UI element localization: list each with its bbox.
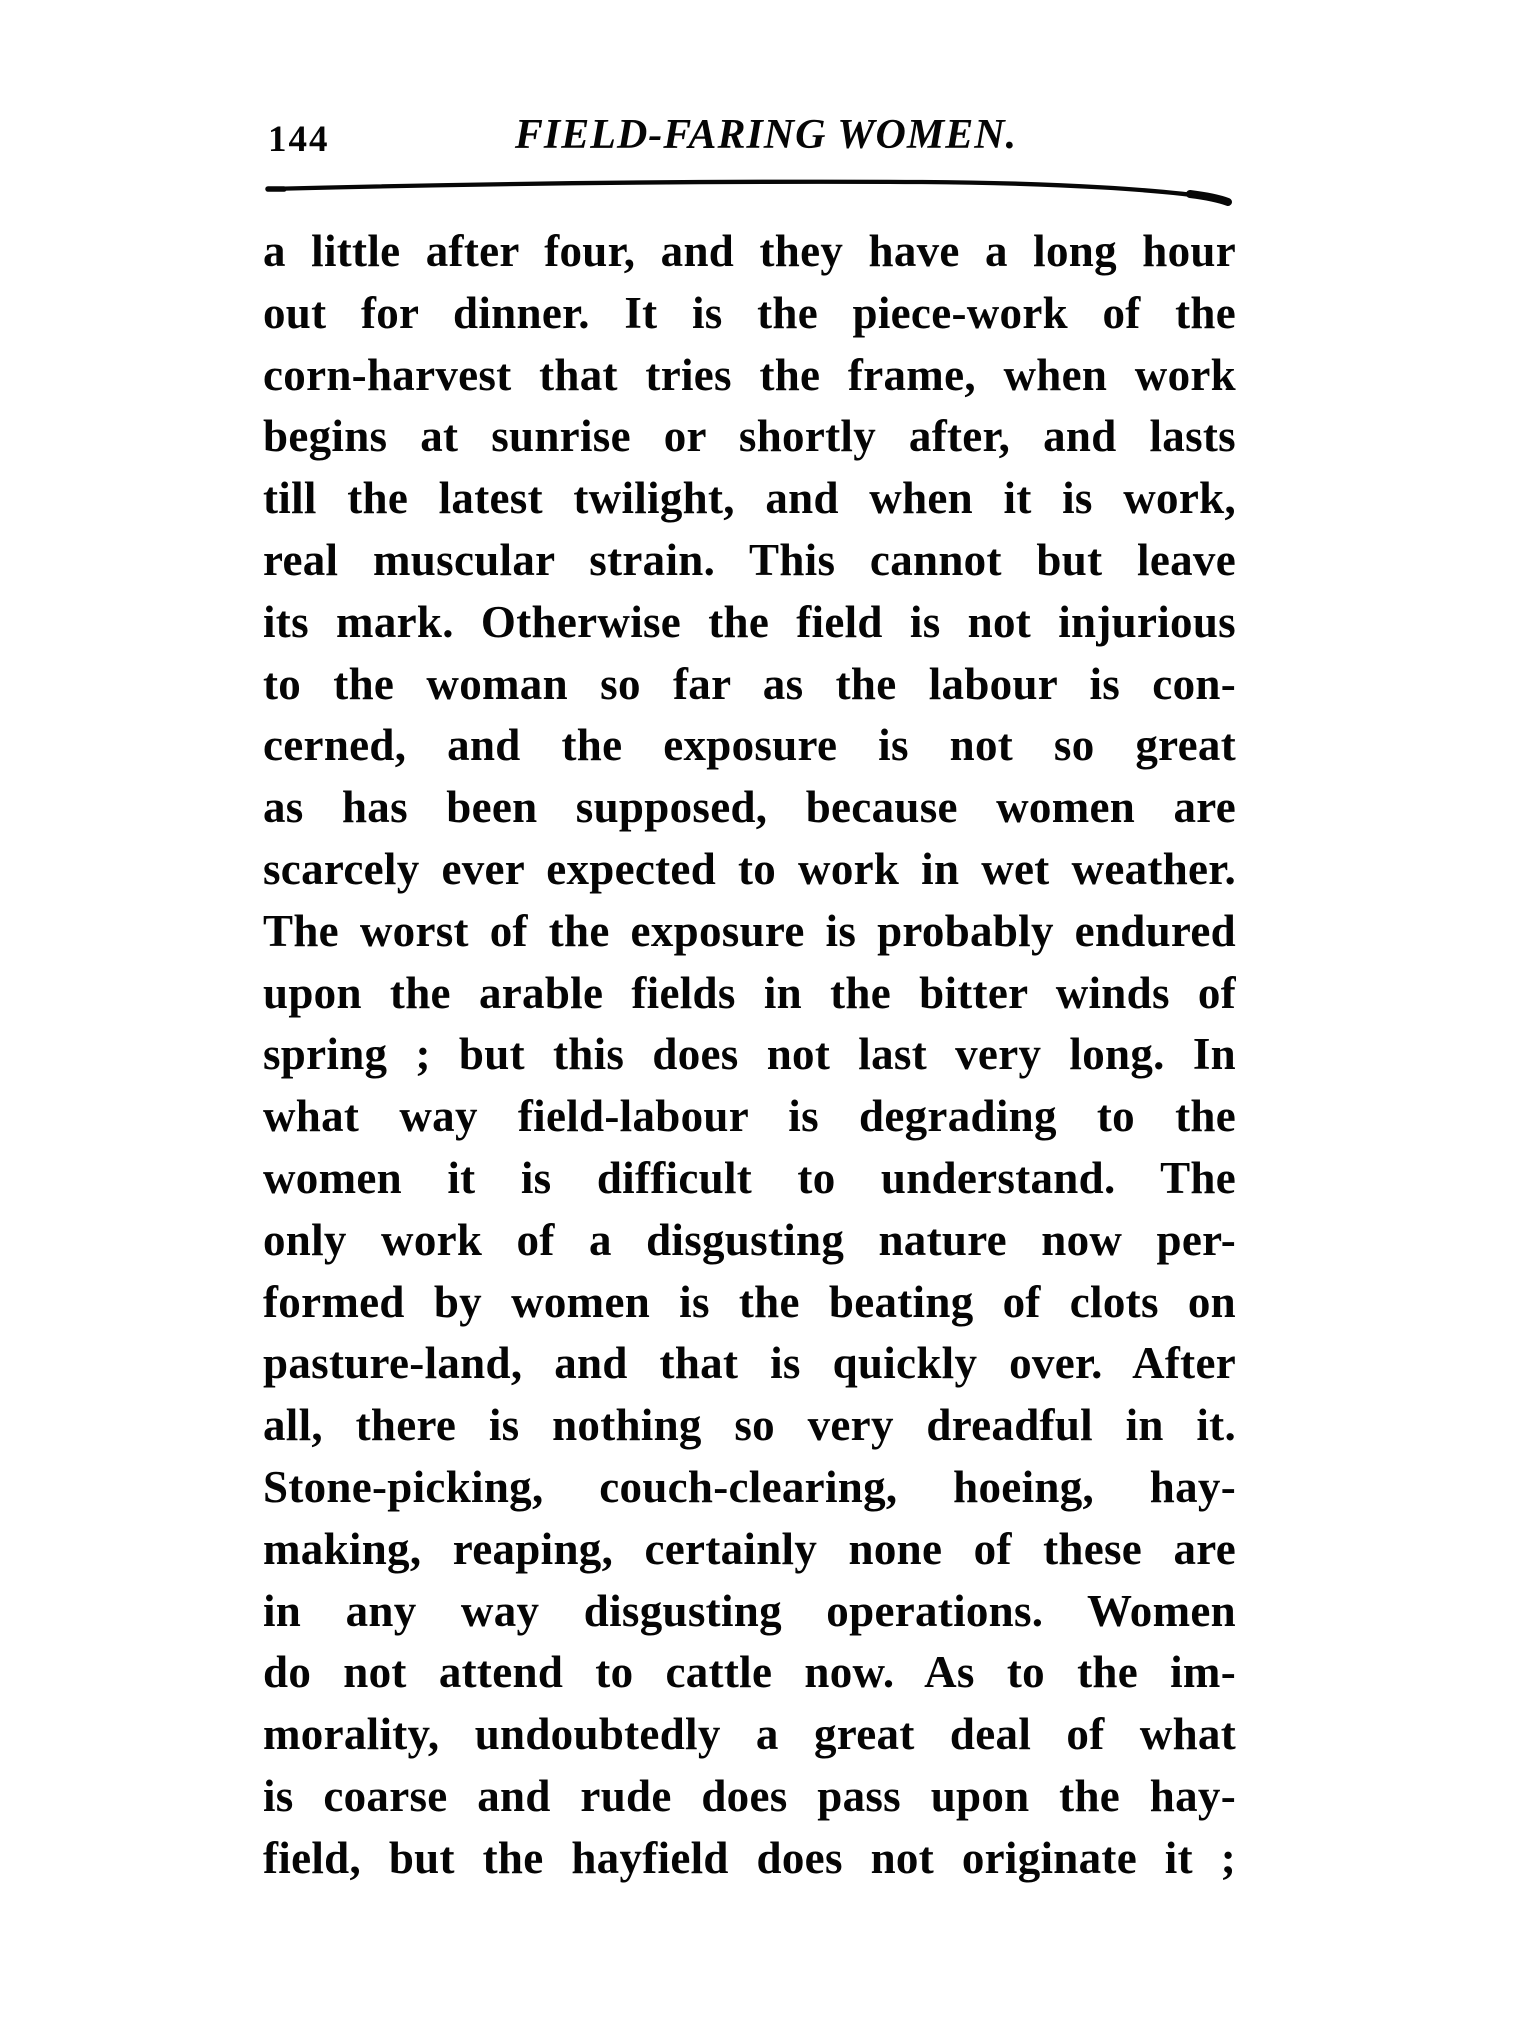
text-line: Stone-picking, couch-clearing, hoeing, hay- (263, 1461, 1236, 1512)
text-line: scarcely ever expected to work in wet weather. (263, 843, 1236, 894)
text-line: do not attend to cattle now. As to the im- (263, 1647, 1236, 1698)
text-line: begins at sunrise or shortly after, and lasts (263, 411, 1236, 462)
running-header-title: FIELD-FARING WOMEN. (514, 112, 1018, 158)
text-line: what way field-labour is degrading to the (263, 1091, 1236, 1142)
text-line: field, but the hayfield does not originate it ; (263, 1832, 1236, 1883)
text-line: as has been supposed, because women are (263, 782, 1236, 833)
text-line: formed by women is the beating of clots on (263, 1276, 1236, 1327)
text-line: is coarse and rude does pass upon the hay- (263, 1770, 1236, 1821)
text-line: till the latest twilight, and when it is work, (263, 473, 1236, 524)
text-line: to the woman so far as the labour is con- (263, 658, 1236, 709)
text-line: only work of a disgusting nature now per- (263, 1214, 1236, 1265)
text-line: cerned, and the exposure is not so great (263, 720, 1236, 771)
text-line: a little after four, and they have a long hour (263, 226, 1236, 276)
text-line: corn-harvest that tries the frame, when work (263, 349, 1236, 400)
text-line: The worst of the exposure is probably endured (263, 905, 1236, 956)
text-line: morality, undoubtedly a great deal of what (263, 1709, 1236, 1760)
text-line: all, there is nothing so very dreadful in it. (263, 1400, 1236, 1451)
body-text (263, 221, 1236, 1890)
text-line: pasture-land, and that is quickly over. After (263, 1338, 1236, 1389)
text-line: spring ; but this does not last very long. In (263, 1029, 1236, 1080)
text-line: making, reaping, certainly none of these are (263, 1523, 1236, 1574)
text-line: its mark. Otherwise the field is not injurious (263, 596, 1236, 647)
page-number: 144 (268, 119, 330, 160)
text-line: in any way disgusting operations. Women (263, 1585, 1236, 1636)
text-line: out for dinner. It is the piece-work of the (263, 287, 1236, 338)
text-line: women it is difficult to understand. The (263, 1152, 1236, 1203)
text-line: upon the arable fields in the bitter winds of (263, 967, 1236, 1018)
header-rule (262, 177, 1242, 213)
text-line: real muscular strain. This cannot but leave (263, 534, 1236, 585)
